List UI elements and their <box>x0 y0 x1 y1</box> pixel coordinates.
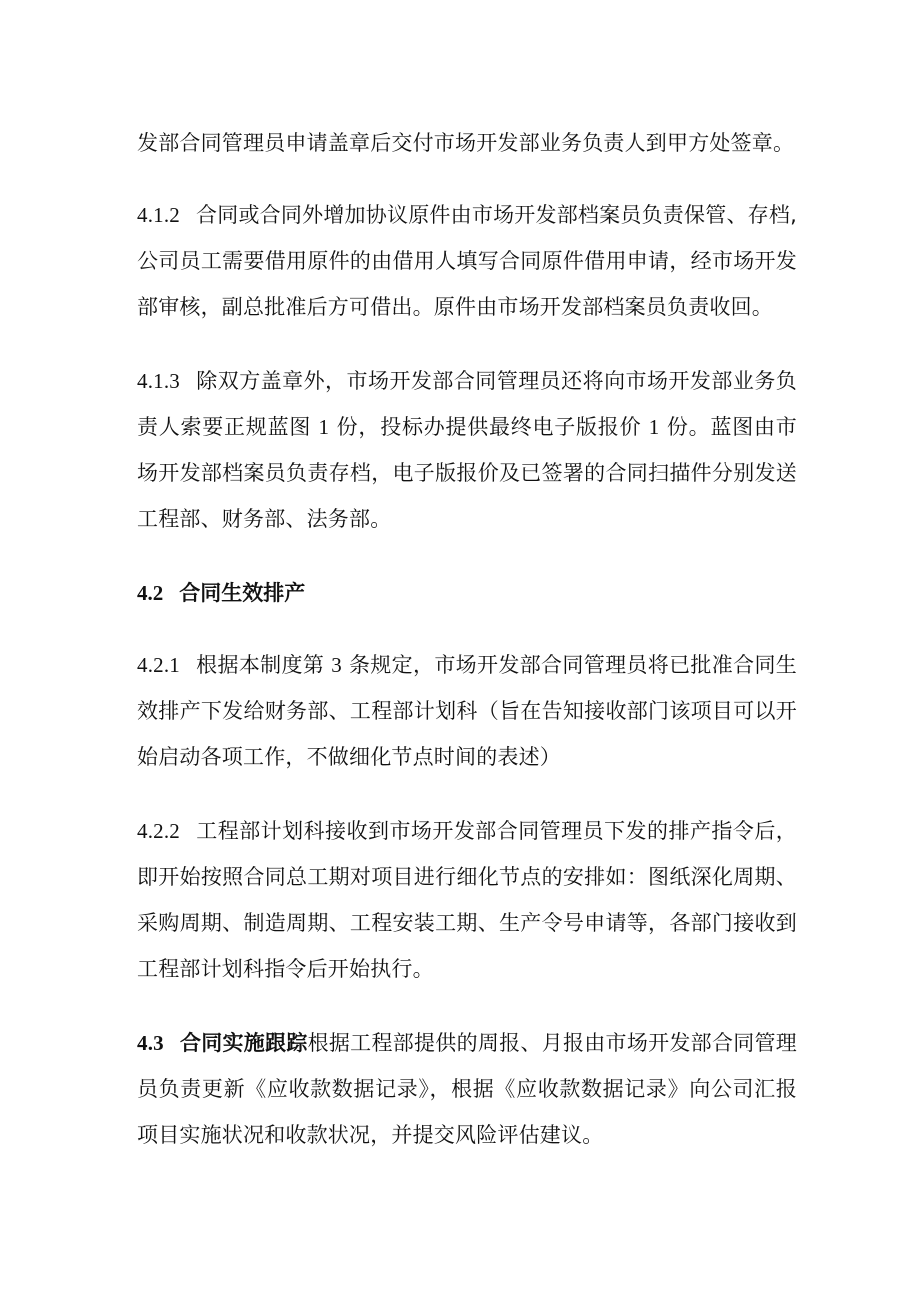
section-4-3 <box>137 1020 797 1158</box>
clause-4-2-1 <box>137 642 797 780</box>
clause-text-part: 份，投标办提供最终电子版报价 <box>336 415 642 439</box>
section-heading-4-2 <box>137 570 797 616</box>
clause-4-2-2 <box>137 808 797 992</box>
inline-number: 1 <box>318 415 330 439</box>
clause-number: 4.2.2 <box>137 819 180 843</box>
section-number: 4.3 <box>137 1031 164 1055</box>
clause-number: 4.1.2 <box>137 203 180 227</box>
section-number: 4.2 <box>137 581 164 605</box>
paragraph-continued <box>137 120 797 166</box>
section-heading-4-3 <box>137 1031 308 1055</box>
clause-4-1-2 <box>137 192 797 330</box>
clause-text-part: 根据本制度第 <box>196 653 325 677</box>
section-title: 合同生效排产 <box>179 581 306 605</box>
clause-4-1-3 <box>137 358 797 542</box>
paragraph-text: 发部合同管理员申请盖章后交付市场开发部业务负责人到甲方处签章。 <box>137 131 795 155</box>
clause-text-part: 份。蓝图由市场开发部档案员负责存档，电子版报价及已签署的合同扫描件分别发送工程部、财务部、法务部。 <box>137 415 797 531</box>
inline-number: 1 <box>648 415 660 439</box>
clause-number: 4.2.1 <box>137 653 180 677</box>
inline-number: 3 <box>331 653 342 677</box>
clause-text-part: 除双方盖章外，市场开发部合同管理员还将向市场开发部业务负责人索要正规蓝图 <box>137 369 797 439</box>
section-text: 根据工程部提供的周报、月报由市场开发部合同管理员负责更新《应收款数据记录》，根据《应收款数据记录》向公司汇报项目实施状况和收款状况，并提交风险评估建议。 <box>137 1031 797 1147</box>
document-page <box>137 120 797 1186</box>
clause-text: 合同或合同外增加协议原件由市场开发部档案员负责保管、存档,公司员工需要借用原件的由借用人填写合同原件借用申请，经市场开发部审核，副总批准后方可借出。原件由市场开发部档案员负责收回。 <box>137 203 797 319</box>
clause-text: 工程部计划科接收到市场开发部合同管理员下发的排产指令后，即开始按照合同总工期对项目进行细化节点的安排如：图纸深化周期、采购周期、制造周期、工程安装工期、生产令号申请等，各部门接收到工程部计划科指令后开始执行。 <box>137 819 797 981</box>
clause-text-part: 条规定，市场开发部合同管理员将已批准合同生效排产下发给财务部、工程部计划科（旨在告知接收部门该项目可以开始启动各项工作，不做细化节点时间的表述） <box>137 653 798 769</box>
clause-number: 4.1.3 <box>137 369 180 393</box>
section-title: 合同实施跟踪 <box>179 1031 308 1055</box>
